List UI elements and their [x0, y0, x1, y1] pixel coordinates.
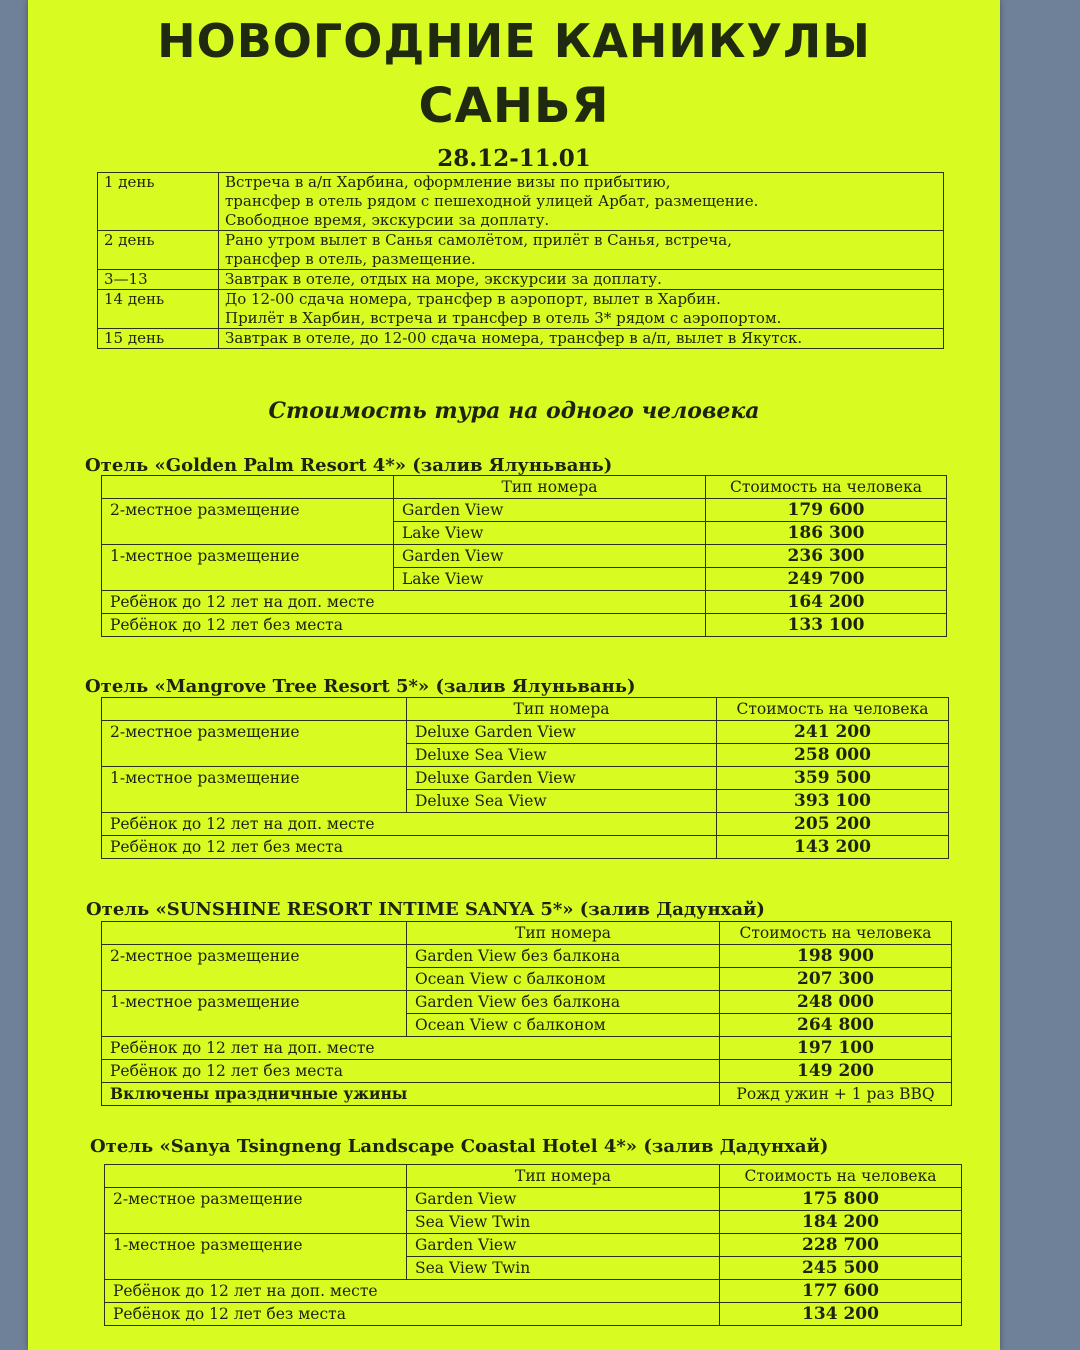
price-value: 249 700 — [706, 568, 947, 591]
table-row — [102, 945, 952, 968]
room-type: Sea View Twin — [407, 1211, 720, 1234]
price-value: 198 900 — [720, 945, 952, 968]
occupancy-label: 1-местное размещение — [102, 991, 407, 1037]
itinerary-day: 3—13 — [98, 270, 219, 290]
table-row — [102, 591, 947, 614]
itinerary-day: 1 день — [98, 173, 219, 231]
room-type: Garden View — [394, 499, 706, 522]
table-row — [102, 1037, 952, 1060]
table-row — [102, 836, 949, 859]
child-extra-label: Ребёнок до 12 лет на доп. месте — [102, 813, 717, 836]
hotel-name: Отель «Golden Palm Resort 4*» (залив Ялуньвань) — [85, 455, 613, 476]
table-row — [105, 1303, 962, 1326]
table-row — [102, 614, 947, 637]
room-type: Garden View — [394, 545, 706, 568]
itinerary-text: Рано утром вылет в Санья самолётом, прилёт в Санья, встреча, трансфер в отель, размещение. — [219, 231, 944, 270]
child-nobed-label: Ребёнок до 12 лет без места — [102, 614, 706, 637]
price-table — [104, 1164, 962, 1326]
room-type: Deluxe Garden View — [407, 767, 717, 790]
price-value: 241 200 — [717, 721, 949, 744]
price-value: 133 100 — [706, 614, 947, 637]
price-value: 134 200 — [720, 1303, 962, 1326]
itinerary-text: Завтрак в отеле, до 12-00 сдача номера, трансфер в а/п, вылет в Якутск. — [219, 329, 944, 349]
price-value: 197 100 — [720, 1037, 952, 1060]
itinerary-row — [98, 290, 944, 329]
itinerary-table — [97, 172, 944, 349]
table-row — [105, 1280, 962, 1303]
holiday-dinners-label: Включены праздничные ужины — [102, 1083, 720, 1106]
flyer-sheet — [28, 0, 1000, 1350]
occupancy-label: 2-местное размещение — [102, 721, 407, 767]
price-value: 359 500 — [717, 767, 949, 790]
room-type: Deluxe Sea View — [407, 744, 717, 767]
itinerary-row — [98, 231, 944, 270]
room-type: Deluxe Sea View — [407, 790, 717, 813]
header-price: Стоимость на человека — [720, 922, 952, 945]
occupancy-label: 1-местное размещение — [102, 545, 394, 591]
price-value: 258 000 — [717, 744, 949, 767]
header-price: Стоимость на человека — [717, 698, 949, 721]
itinerary-day: 14 день — [98, 290, 219, 329]
hotel-name: Отель «Mangrove Tree Resort 5*» (залив Ялуньвань) — [85, 676, 636, 697]
occupancy-label: 2-местное размещение — [102, 499, 394, 545]
room-type: Deluxe Garden View — [407, 721, 717, 744]
price-value: 207 300 — [720, 968, 952, 991]
child-nobed-label: Ребёнок до 12 лет без места — [102, 836, 717, 859]
hotel-name: Отель «SUNSHINE RESORT INTIME SANYA 5*» (залив Дадунхай) — [86, 899, 765, 920]
room-type: Garden View — [407, 1188, 720, 1211]
price-value: 184 200 — [720, 1211, 962, 1234]
title-line-2: САНЬЯ — [418, 78, 610, 134]
header-room-type: Тип номера — [407, 922, 720, 945]
price-value: 149 200 — [720, 1060, 952, 1083]
price-value: 177 600 — [720, 1280, 962, 1303]
child-extra-label: Ребёнок до 12 лет на доп. месте — [102, 591, 706, 614]
table-row — [102, 545, 947, 568]
price-value: 248 000 — [720, 991, 952, 1014]
price-value: 186 300 — [706, 522, 947, 545]
occupancy-label: 1-местное размещение — [102, 767, 407, 813]
child-extra-label: Ребёнок до 12 лет на доп. месте — [105, 1280, 720, 1303]
price-value: 236 300 — [706, 545, 947, 568]
price-table — [101, 475, 947, 637]
room-type: Ocean View с балконом — [407, 968, 720, 991]
room-type: Lake View — [394, 568, 706, 591]
table-row — [102, 813, 949, 836]
price-value: 175 800 — [720, 1188, 962, 1211]
table-row — [105, 1234, 962, 1257]
itinerary-row — [98, 270, 944, 290]
child-nobed-label: Ребёнок до 12 лет без места — [102, 1060, 720, 1083]
price-value: 179 600 — [706, 499, 947, 522]
price-value: 205 200 — [717, 813, 949, 836]
table-row — [102, 721, 949, 744]
table-row — [105, 1165, 962, 1188]
price-heading: Стоимость тура на одного человека — [268, 398, 760, 424]
holiday-dinners-value: Рожд ужин + 1 раз BBQ — [720, 1083, 952, 1106]
child-nobed-label: Ребёнок до 12 лет без места — [105, 1303, 720, 1326]
header-empty — [105, 1165, 407, 1188]
price-value: 264 800 — [720, 1014, 952, 1037]
room-type: Lake View — [394, 522, 706, 545]
table-row — [102, 767, 949, 790]
header-price: Стоимость на человека — [706, 476, 947, 499]
room-type: Garden View без балкона — [407, 991, 720, 1014]
price-value: 143 200 — [717, 836, 949, 859]
table-row — [105, 1188, 962, 1211]
tour-dates: 28.12-11.01 — [437, 145, 591, 172]
room-type: Garden View без балкона — [407, 945, 720, 968]
table-row — [102, 499, 947, 522]
table-row — [102, 698, 949, 721]
occupancy-label: 2-местное размещение — [102, 945, 407, 991]
room-type: Ocean View с балконом — [407, 1014, 720, 1037]
room-type: Garden View — [407, 1234, 720, 1257]
header-price: Стоимость на человека — [720, 1165, 962, 1188]
itinerary-text: Встреча в а/п Харбина, оформление визы по прибытию, трансфер в отель рядом с пешеходной улицей Арбат, размещение. Свободное время, экскурсии за доплату. — [219, 173, 944, 231]
price-table — [101, 921, 952, 1106]
itinerary-day: 15 день — [98, 329, 219, 349]
price-value: 228 700 — [720, 1234, 962, 1257]
table-row — [102, 1083, 952, 1106]
header-room-type: Тип номера — [394, 476, 706, 499]
price-value: 393 100 — [717, 790, 949, 813]
table-row — [102, 1060, 952, 1083]
header-empty — [102, 698, 407, 721]
header-room-type: Тип номера — [407, 698, 717, 721]
table-row — [102, 922, 952, 945]
price-value: 164 200 — [706, 591, 947, 614]
header-room-type: Тип номера — [407, 1165, 720, 1188]
title-line-1: НОВОГОДНИЕ КАНИКУЛЫ — [157, 14, 871, 68]
occupancy-label: 1-местное размещение — [105, 1234, 407, 1280]
room-type: Sea View Twin — [407, 1257, 720, 1280]
header-empty — [102, 476, 394, 499]
itinerary-day: 2 день — [98, 231, 219, 270]
itinerary-text: Завтрак в отеле, отдых на море, экскурсии за доплату. — [219, 270, 944, 290]
hotel-name: Отель «Sanya Tsingneng Landscape Coastal Hotel 4*» (залив Дадунхай) — [90, 1136, 829, 1157]
occupancy-label: 2-местное размещение — [105, 1188, 407, 1234]
header-empty — [102, 922, 407, 945]
itinerary-row — [98, 173, 944, 231]
table-row — [102, 476, 947, 499]
price-value: 245 500 — [720, 1257, 962, 1280]
child-extra-label: Ребёнок до 12 лет на доп. месте — [102, 1037, 720, 1060]
table-row — [102, 991, 952, 1014]
itinerary-row — [98, 329, 944, 349]
itinerary-text: До 12-00 сдача номера, трансфер в аэропорт, вылет в Харбин. Прилёт в Харбин, встреча и трансфер в отель 3* рядом с аэропортом. — [219, 290, 944, 329]
price-table — [101, 697, 949, 859]
